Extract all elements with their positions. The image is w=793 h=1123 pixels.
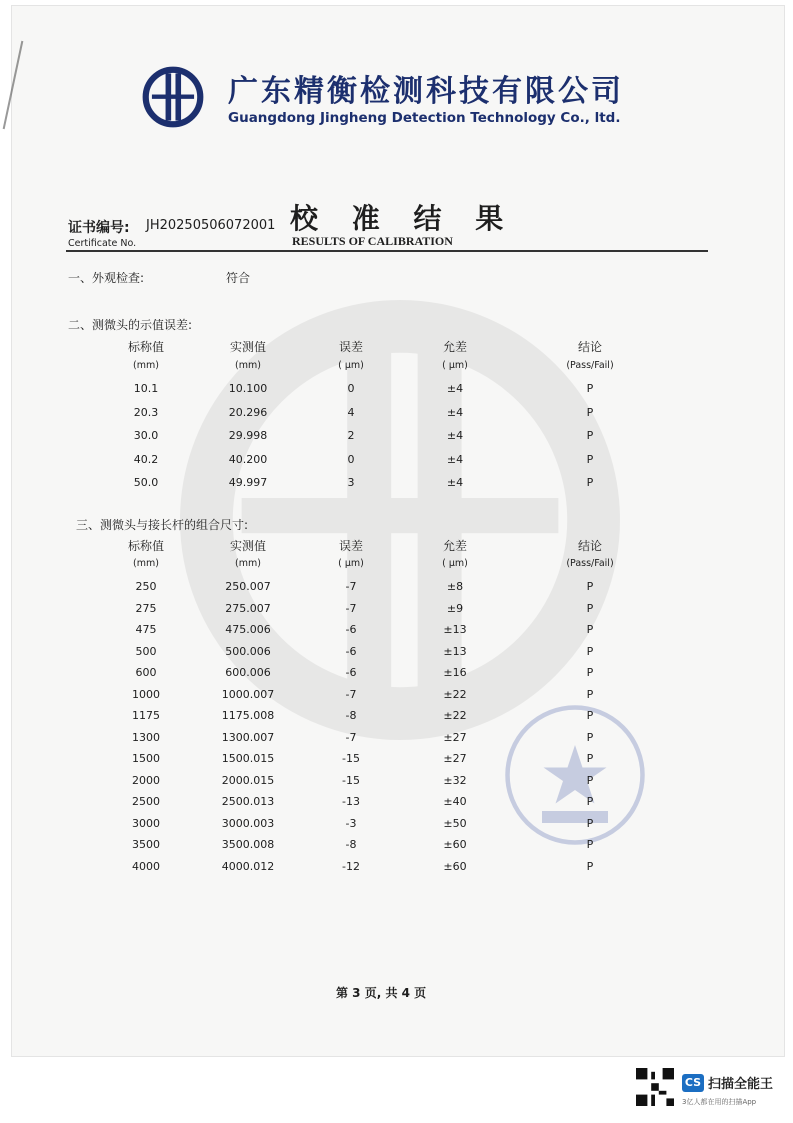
table-cell: 1000.007 [221,687,275,701]
table-cell: ±13 [443,644,467,658]
table-cell: ±9 [446,601,464,615]
table-cell: -6 [345,623,357,636]
table-cell: ±32 [443,773,467,787]
table-cell: ±22 [443,709,467,722]
table-cell: 1500.015 [221,752,275,765]
table-cell: 500 [135,644,157,658]
table-cell: 2500.013 [221,795,275,808]
table-cell: 500.006 [225,644,271,658]
table-cell: -6 [345,666,357,679]
table-cell: ±40 [443,795,467,808]
table-cell: 1175.008 [221,709,275,722]
scanner-app-name: 扫描全能王 [708,1077,774,1092]
table-cell: 10.1 [133,382,159,395]
column-header: 实测值 [229,340,267,354]
column-header: 误差 [338,340,364,354]
column-header: 结论 [577,539,603,553]
table-cell: ±50 [443,816,467,830]
table-cell: -7 [345,601,357,615]
column-header: 允差 [442,340,468,354]
table-cell: 49.997 [228,476,268,489]
table-cell: 600 [135,666,157,679]
table-cell: 4000.012 [221,859,275,873]
table-cell: 275 [135,601,157,615]
table-cell: ±27 [443,752,467,765]
camscanner-icon: CS [682,1074,704,1092]
table-cell: 250.007 [225,580,271,593]
table-cell: ±16 [443,666,467,679]
table-cell: 1500 [132,752,160,765]
table-cell: P [586,666,594,679]
appearance-result: 符合 [226,271,251,285]
column-unit: (Pass/Fail) [566,360,614,371]
column-unit: ( μm) [442,558,468,569]
table-cell: P [586,687,594,701]
table-cell: P [586,859,594,873]
table-cell: -8 [345,709,357,722]
table-cell: 10.100 [228,382,268,395]
column-unit: (Pass/Fail) [566,558,614,569]
company-name-en: Guangdong Jingheng Detection Technology Co., ltd. [228,110,621,126]
table-cell: 2500 [132,795,160,808]
table-cell: 2000 [132,773,160,787]
company-logo [142,66,204,128]
table-cell: P [586,773,594,787]
table-cell: ±8 [446,580,464,593]
table-cell: 30.0 [133,429,159,442]
table-cell: 50.0 [133,476,159,489]
certificate-label-en: Certificate No. [68,238,137,249]
table-cell: 2000.015 [221,773,275,787]
table-cell: 1300 [132,730,160,744]
header-divider [66,250,708,252]
qr-code-icon [636,1068,674,1106]
table-cell: P [586,429,594,442]
table-cell: P [586,601,594,615]
column-unit: ( μm) [338,558,364,569]
column-unit: ( μm) [442,360,468,371]
table-cell: P [586,580,594,593]
table-cell: P [586,452,594,466]
section2-title: 二、测微头的示值误差: [68,318,193,332]
certificate-label: 证书编号: [68,220,130,236]
table-cell: ±4 [446,405,464,419]
table-cell: P [586,709,594,722]
column-unit: (mm) [235,360,261,371]
table-cell: ±4 [446,476,464,489]
table-cell: -15 [342,752,360,765]
table-cell: ±60 [443,859,467,873]
company-name-cn: 广东精衡检测科技有限公司 [228,74,624,109]
column-unit: (mm) [235,558,261,569]
table-cell: 3000.003 [221,816,275,830]
table-cell: 2 [347,429,355,442]
table-cell: 250 [135,580,157,593]
page-title-en: RESULTS OF CALIBRATION [292,234,453,248]
table-cell: 3500 [132,838,160,851]
table-cell: 4000 [132,859,160,873]
column-header: 标称值 [127,340,165,354]
table-cell: ±22 [443,687,467,701]
page-title: 校 准 结 果 [290,202,516,235]
table-cell: 1000 [132,687,160,701]
table-cell: P [586,405,594,419]
table-cell: -13 [342,795,360,808]
table-cell: -7 [345,730,357,744]
table-cell: ±60 [443,838,467,851]
table-cell: ±27 [443,730,467,744]
column-header: 实测值 [229,539,267,553]
table-cell: P [586,816,594,830]
table-cell: P [586,644,594,658]
column-unit: (mm) [133,360,159,371]
column-header: 标称值 [127,539,165,553]
table-cell: P [586,476,594,489]
column-unit: ( μm) [338,360,364,371]
table-cell: 475 [135,623,157,636]
page-number: 第 3 页, 共 4 页 [336,986,427,1000]
table-cell: 40.200 [228,452,268,466]
table-cell: P [586,730,594,744]
table-cell: 20.3 [133,405,159,419]
table-cell: ±4 [446,382,464,395]
table-cell: ±4 [446,452,464,466]
table-cell: 1175 [132,709,160,722]
scanner-tagline: 3亿人都在用的扫描App [682,1098,757,1106]
table-cell: ±13 [443,623,467,636]
table-cell: P [586,382,594,395]
table-cell: ±4 [446,429,464,442]
column-unit: (mm) [133,558,159,569]
table-cell: 4 [347,405,355,419]
table-cell: 40.2 [133,452,159,466]
table-cell: P [586,838,594,851]
table-cell: -7 [345,580,357,593]
table-cell: P [586,623,594,636]
table-cell: -7 [345,687,357,701]
table-cell: -12 [342,859,360,873]
table-cell: -3 [345,816,357,830]
table-cell: -8 [345,838,357,851]
certificate-number: JH20250506072001 [146,218,276,233]
table-cell: P [586,752,594,765]
column-header: 结论 [577,340,603,354]
section3-title: 三、测微头与接长杆的组合尺寸: [76,518,249,532]
table-cell: 0 [347,382,355,395]
table-cell: 0 [347,452,355,466]
table-cell: P [586,795,594,808]
column-header: 允差 [442,539,468,553]
official-seal [500,700,650,850]
table-cell: 600.006 [225,666,271,679]
section1-title: 一、外观检查: [68,271,145,285]
table-cell: 475.006 [225,623,271,636]
table-cell: 275.007 [225,601,271,615]
table-cell: -6 [345,644,357,658]
table-cell: -15 [342,773,360,787]
table-cell: 29.998 [228,429,268,442]
table-cell: 3 [347,476,355,489]
table-cell: 20.296 [228,405,268,419]
table-cell: 3500.008 [221,838,275,851]
table-cell: 3000 [132,816,160,830]
column-header: 误差 [338,539,364,553]
table-cell: 1300.007 [221,730,275,744]
